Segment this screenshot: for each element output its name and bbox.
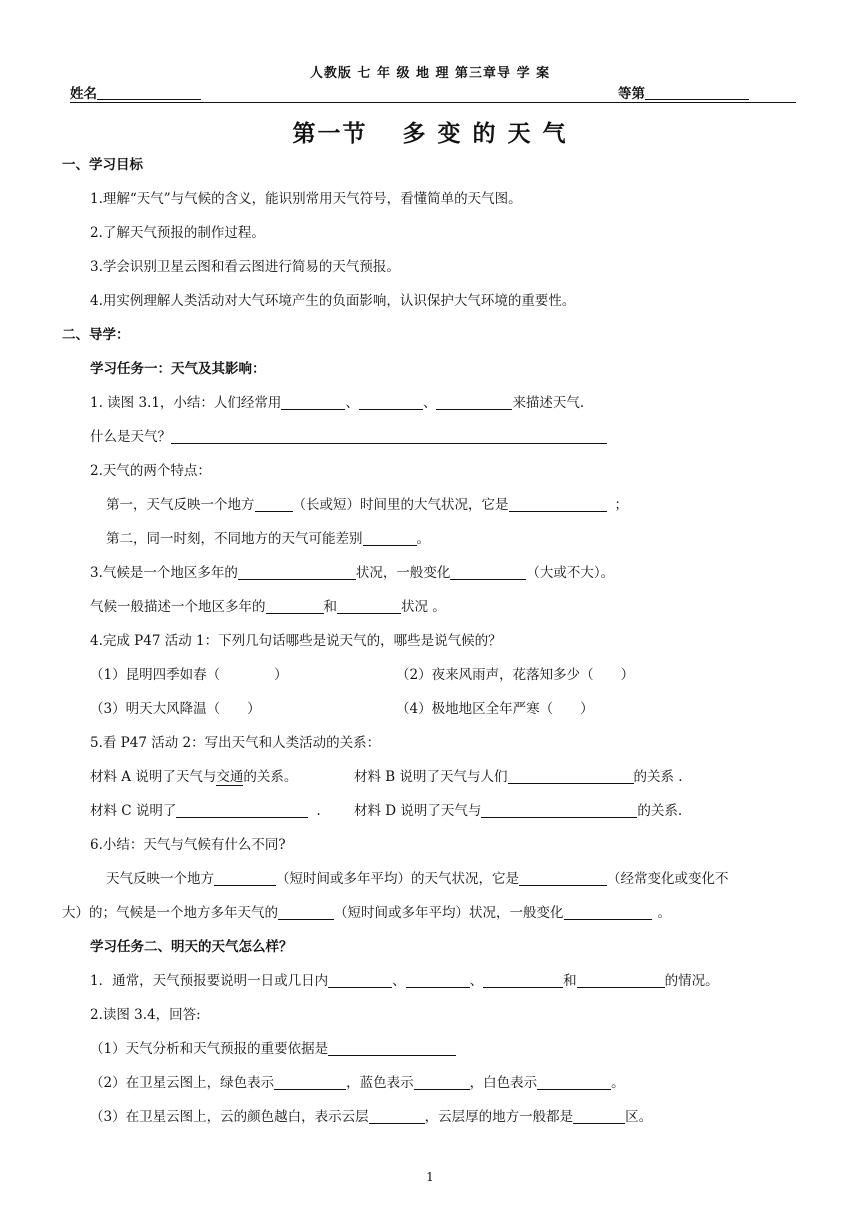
answer-blank[interactable] <box>281 394 345 410</box>
goal-item: 1.理解“天气”与气候的含义，能识别常用天气符号，看懂简单的天气图。 <box>90 191 522 207</box>
goal-item: 3.学会识别卫星云图和看云图进行简易的天气预报。 <box>90 259 400 275</box>
answer-blank[interactable] <box>328 972 392 988</box>
answer-blank[interactable] <box>436 394 512 410</box>
answer-blank[interactable] <box>328 1040 456 1056</box>
section-title: 第一节 多 变 的 天 气 <box>292 120 568 147</box>
answer-blank[interactable] <box>369 1108 425 1124</box>
task1-q3-climate: 气候一般描述一个地区多年的 和 状况 。 <box>90 599 446 615</box>
grade-blank[interactable] <box>645 85 749 100</box>
grade-field <box>618 82 749 102</box>
q6-summary-line1: 天气反映一个地方 （短时间或多年平均）的天气状况，它是 （经常变化或变化不 <box>106 871 729 887</box>
answer-blank[interactable] <box>363 530 417 546</box>
task1-q2-second: 第二，同一时刻，不同地方的天气可能差别 。 <box>106 531 430 547</box>
name-label: 姓名 <box>70 86 97 102</box>
answer-blank[interactable] <box>577 972 665 988</box>
task2-q1: 1．通常，天气预报要说明一日或几日内 、 、 和 的情况。 <box>90 973 719 989</box>
page-number: 1 <box>426 1170 434 1184</box>
name-field <box>70 82 201 102</box>
answer-blank[interactable] <box>214 870 276 886</box>
answer-blank[interactable] <box>483 972 563 988</box>
q4-option[interactable]: （4）极地地区全年严寒（ ） <box>396 701 594 717</box>
answer-blank[interactable] <box>564 904 652 920</box>
answer-blank[interactable] <box>176 802 308 818</box>
answer-blank[interactable] <box>519 870 607 886</box>
guide-heading: 二、导学： <box>62 327 130 343</box>
task2-q2: 2.读图 3.4，回答: <box>90 1007 201 1023</box>
answer-blank[interactable] <box>450 564 526 580</box>
answer-blank[interactable] <box>274 1074 346 1090</box>
task2-q2-1: （1）天气分析和天气预报的重要依据是 <box>90 1039 456 1059</box>
q5-material-d: 材料 D 说明了天气与 的关系. <box>354 803 683 819</box>
answer-blank[interactable] <box>255 496 293 512</box>
task1-q5: 5.看 P47 活动 2：写出天气和人类活动的关系： <box>90 735 381 751</box>
task2-q2-3: （3）在卫星云图上，云的颜色越白，表示云层 ，云层厚的地方一般都是 区。 <box>90 1109 653 1125</box>
name-blank[interactable] <box>97 85 201 100</box>
q5-material-b: 材料 B 说明了天气与人们 的关系 . <box>354 769 683 785</box>
goal-item: 2.了解天气预报的制作过程。 <box>90 225 265 241</box>
header-title: 人教版 七 年 级 地 理 第三章导 学 案 <box>309 66 551 81</box>
q4-option[interactable]: （2）夜来风雨声，花落知多少（ ） <box>396 667 635 683</box>
q6-summary-line2: 大）的；气候是一个地方多年天气的 （短时间或多年平均）状况，一般变化 。 <box>62 905 671 921</box>
answer-blank[interactable] <box>359 394 423 410</box>
answer-blank[interactable] <box>537 1074 611 1090</box>
goal-item: 4.用实例理解人类活动对大气环境产生的负面影响，认识保护大气环境的重要性。 <box>90 293 576 309</box>
answer-blank[interactable] <box>171 428 607 444</box>
task2-q2-2: （2）在卫星云图上，绿色表示 ，蓝色表示 ，白色表示 。 <box>90 1075 625 1091</box>
task1-q4: 4.完成 P47 活动 1：下列几句话哪些是说天气的，哪些是说气候的？ <box>90 633 502 649</box>
q5-material-c: 材料 C 说明了 . <box>90 803 321 819</box>
q4-option[interactable]: （1）昆明四季如春（ ） <box>90 667 288 683</box>
answer-blank[interactable] <box>414 1074 470 1090</box>
task1-q2-first: 第一，天气反映一个地方 （长或短）时间里的大气状况，它是 ； <box>106 497 628 513</box>
task1-title: 学习任务一：天气及其影响： <box>90 361 266 377</box>
answer-blank[interactable] <box>509 496 607 512</box>
q5-material-a: 材料 A 说明了天气与交通的关系。 <box>90 769 298 785</box>
answer-blank[interactable] <box>337 598 401 614</box>
answer-blank[interactable] <box>573 1108 625 1124</box>
answer-blank[interactable] <box>508 768 634 784</box>
answer-blank[interactable] <box>406 972 470 988</box>
goals-heading: 一、学习目标 <box>62 157 143 173</box>
answer-blank[interactable] <box>266 598 324 614</box>
task2-title: 学习任务二、明天的天气怎么样？ <box>90 939 293 955</box>
task1-q1: 1. 读图 3.1，小结：人们经常用 、 、 来描述天气. <box>90 395 585 411</box>
task1-q3: 3.气候是一个地区多年的 状况，一般变化 （大或不大）。 <box>90 565 615 581</box>
answer-blank[interactable] <box>278 904 334 920</box>
grade-label: 等第 <box>618 86 645 102</box>
task1-what-is-weather: 什么是天气？ <box>90 427 607 447</box>
q4-option[interactable]: （3）明天大风降温（ ） <box>90 701 261 717</box>
task1-q6: 6.小结：天气与气候有什么不同? <box>90 837 286 853</box>
answer-blank[interactable] <box>238 564 356 580</box>
answer-blank[interactable] <box>481 802 637 818</box>
task1-q2: 2.天气的两个特点： <box>90 463 211 479</box>
header-row <box>70 82 796 103</box>
